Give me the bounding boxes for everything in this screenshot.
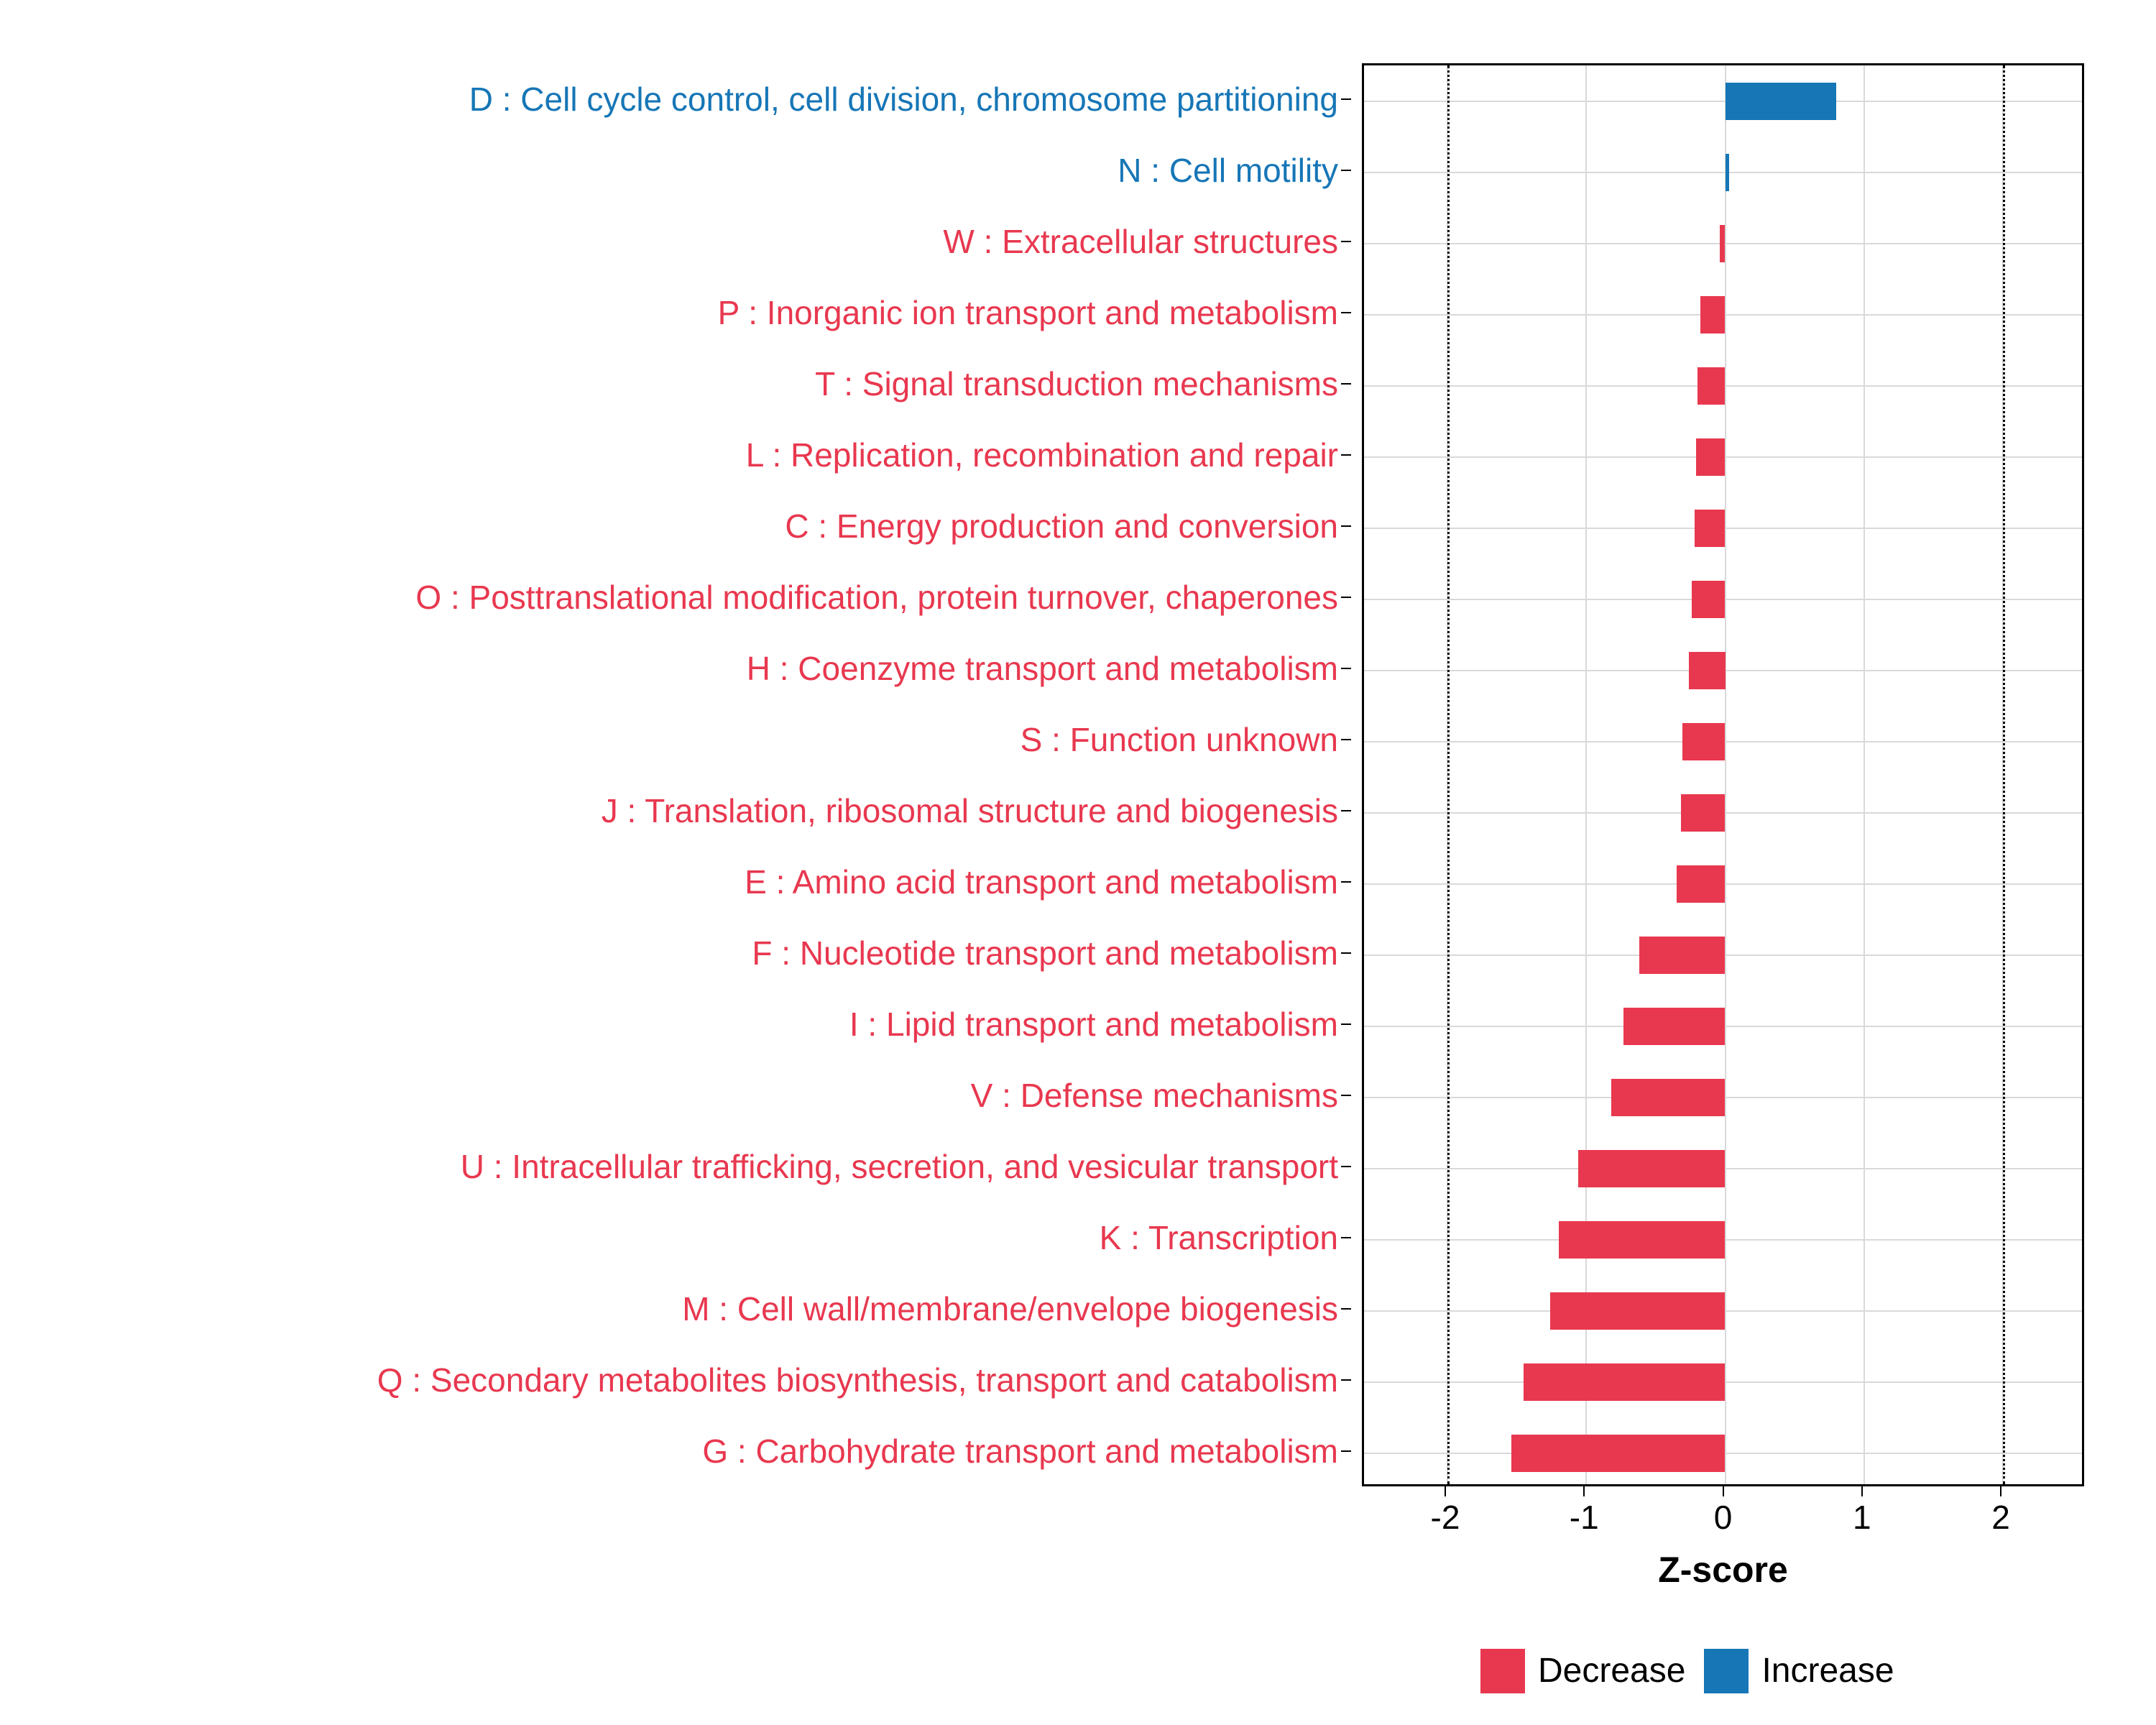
y-axis-tick (1341, 881, 1351, 883)
bar (1681, 794, 1726, 832)
y-axis-tick (1341, 1450, 1351, 1452)
legend-swatch-increase-icon (1704, 1649, 1749, 1693)
grid-line-vertical (1725, 65, 1726, 1484)
category-axis-labels (0, 63, 1351, 1486)
x-axis-tick (2000, 1486, 2001, 1496)
y-axis-tick (1341, 597, 1351, 598)
bar (1639, 937, 1726, 974)
category-label: M : Cell wall/membrane/envelope biogenesis (682, 1289, 1338, 1328)
x-axis-tick-label: 1 (1852, 1499, 1871, 1536)
y-axis-tick (1341, 952, 1351, 954)
category-label: I : Lipid transport and metabolism (849, 1005, 1338, 1043)
category-label: U : Intracellular trafficking, secretion, and vesicular transport (460, 1147, 1338, 1185)
bar (1700, 296, 1726, 334)
category-label: W : Extracellular structures (943, 222, 1338, 260)
bar (1524, 1363, 1725, 1401)
category-label: P : Inorganic ion transport and metabolism (717, 293, 1338, 331)
y-axis-tick (1341, 241, 1351, 242)
category-label: F : Nucleotide transport and metabolism (752, 934, 1338, 972)
legend-entry-decrease[interactable] (1480, 1649, 1685, 1693)
bar (1611, 1079, 1725, 1116)
legend (1480, 1646, 1894, 1696)
grid-line-vertical (1585, 65, 1587, 1484)
category-label: O : Posttranslational modification, protein turnover, chaperones (415, 578, 1338, 616)
bar (1695, 510, 1726, 547)
category-label: K : Transcription (1099, 1218, 1338, 1256)
x-axis-tick (1445, 1486, 1446, 1496)
x-axis-tick-label: -1 (1569, 1499, 1599, 1536)
bar (1550, 1292, 1726, 1330)
grid-line-horizontal (1364, 101, 2082, 102)
x-axis-tick (1861, 1486, 1863, 1496)
y-axis-tick (1341, 1024, 1351, 1025)
category-label: C : Energy production and conversion (785, 507, 1338, 545)
category-label: S : Function unknown (1020, 720, 1338, 758)
grid-line-horizontal (1364, 172, 2082, 173)
bar (1578, 1150, 1726, 1187)
category-label: D : Cell cycle control, cell division, chromosome partitioning (469, 80, 1338, 118)
y-axis-tick (1341, 1166, 1351, 1167)
x-axis-tick-label: 0 (1713, 1499, 1733, 1536)
category-label: T : Signal transduction mechanisms (815, 364, 1338, 402)
bar (1692, 581, 1725, 618)
bar (1697, 367, 1726, 405)
x-axis-tick (1723, 1486, 1724, 1496)
bar (1689, 652, 1725, 689)
bar (1623, 1008, 1725, 1045)
x-axis-tick-label: 2 (1991, 1499, 2010, 1536)
y-axis-tick (1341, 1308, 1351, 1310)
category-label: J : Translation, ribosomal structure and biogenesis (601, 791, 1338, 829)
x-axis-tick-label: -2 (1430, 1499, 1460, 1536)
bar (1677, 865, 1726, 903)
grid-line-vertical (1864, 65, 1865, 1484)
category-label: G : Carbohydrate transport and metabolism (702, 1432, 1338, 1470)
y-axis-tick (1341, 668, 1351, 669)
category-label: N : Cell motility (1118, 151, 1338, 189)
bar (1720, 225, 1726, 262)
y-axis-tick (1341, 98, 1351, 100)
y-axis-tick (1341, 810, 1351, 811)
category-label: E : Amino acid transport and metabolism (745, 862, 1338, 901)
bar (1726, 83, 1837, 120)
x-axis-tick (1583, 1486, 1585, 1496)
category-label: V : Defense mechanisms (970, 1076, 1338, 1114)
legend-label-decrease: Decrease (1538, 1652, 1686, 1690)
y-axis-tick (1341, 170, 1351, 171)
legend-entry-increase[interactable] (1704, 1649, 1894, 1693)
y-axis-tick (1341, 312, 1351, 313)
bar (1511, 1435, 1726, 1472)
x-axis-title: Z-score (1658, 1550, 1788, 1590)
category-label: H : Coenzyme transport and metabolism (746, 649, 1338, 687)
legend-label-increase: Increase (1761, 1652, 1894, 1690)
category-label: L : Replication, recombination and repair (745, 436, 1338, 474)
category-label: Q : Secondary metabolites biosynthesis, transport and catabolism (377, 1361, 1338, 1399)
reference-line (2003, 65, 2005, 1484)
plot-panel (1362, 63, 2084, 1486)
bar (1726, 154, 1730, 191)
bar (1559, 1221, 1726, 1259)
y-axis-tick (1341, 739, 1351, 740)
bar (1682, 723, 1726, 760)
y-axis-tick (1341, 1237, 1351, 1238)
bar (1696, 438, 1726, 476)
reference-line (1447, 65, 1450, 1484)
y-axis-tick (1341, 1379, 1351, 1381)
y-axis-tick (1341, 383, 1351, 385)
legend-swatch-decrease-icon (1480, 1649, 1525, 1693)
y-axis-tick (1341, 1095, 1351, 1096)
y-axis-tick (1341, 525, 1351, 527)
y-axis-tick (1341, 454, 1351, 456)
